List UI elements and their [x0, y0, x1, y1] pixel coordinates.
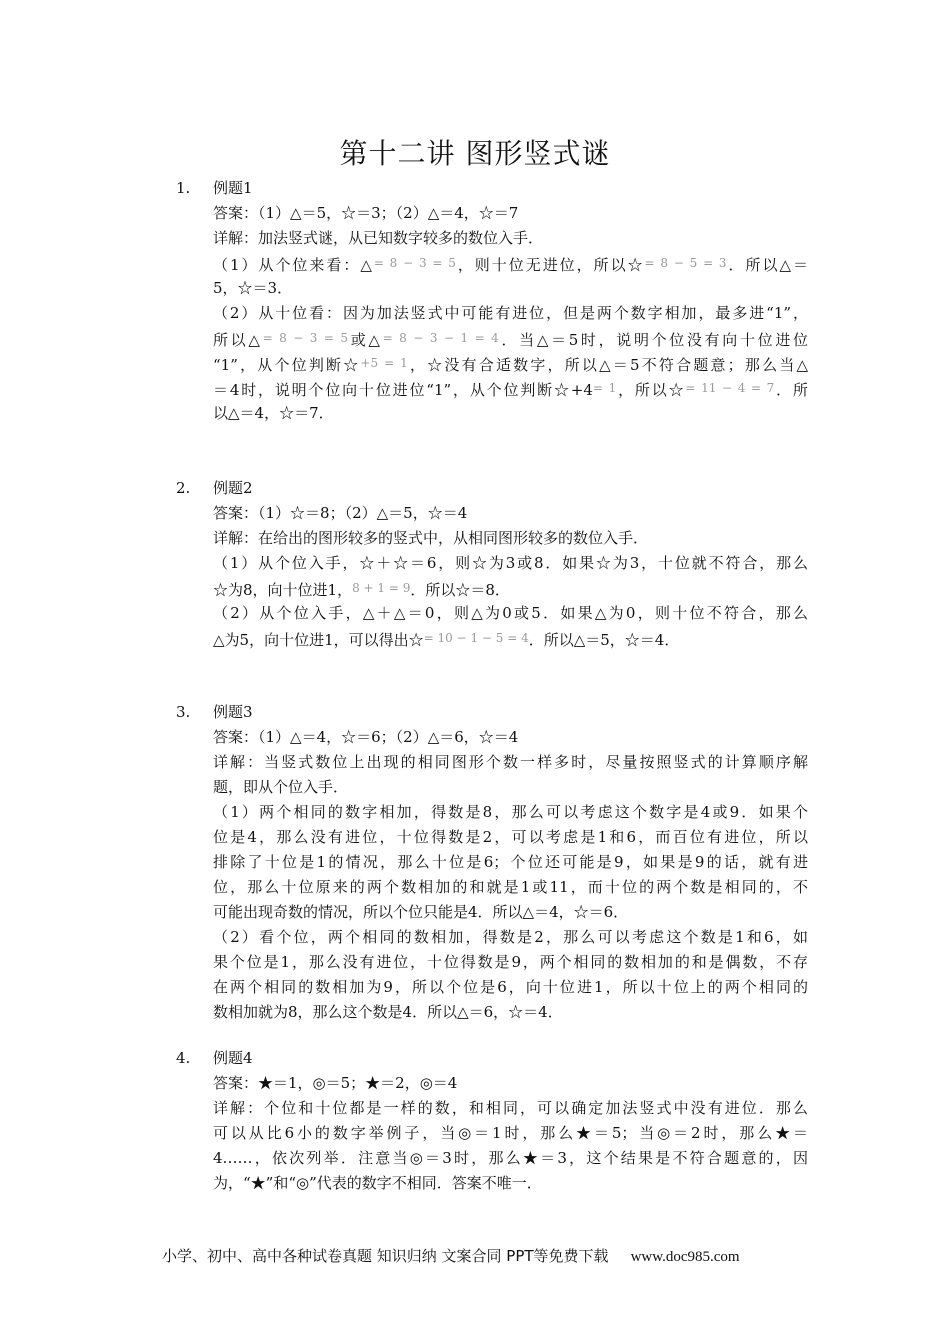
- formula: = 1: [592, 381, 617, 395]
- item-number: 4.: [176, 1049, 191, 1067]
- text-segment: ．所以△＝5，☆＝4．: [528, 631, 680, 649]
- formula: = 8 − 3 = 5: [373, 256, 456, 270]
- page-title: 第十二讲 图形竖式谜: [339, 137, 611, 170]
- explanation-line: （2）从十位看：因为加法竖式中可能有进位，但是两个数字相加，最多进“1”，: [213, 304, 808, 322]
- item-heading: 例题2: [213, 479, 253, 497]
- text-segment: （1）从个位来看：△: [213, 256, 374, 274]
- footer-site[interactable]: www.doc985.com: [630, 1249, 740, 1265]
- explanation-line: （2）从个位入手，△＋△＝0，则△为0或5．如果△为0，则十位不符合，那么: [213, 604, 808, 622]
- item-number: 1.: [176, 179, 191, 197]
- formula: = 10 − 1 − 5 = 4: [423, 631, 529, 645]
- item-heading: 例题1: [213, 179, 253, 197]
- explanation-line: 可能出现奇数的情况，所以个位只能是4．所以△＝4，☆＝6．: [213, 903, 629, 921]
- item-heading: 例题4: [213, 1049, 253, 1067]
- text-segment: ．所以△＝: [726, 256, 808, 274]
- text-segment: △为5，向十位进1，可以得出☆: [213, 631, 424, 649]
- explanation-line: 以△＝4，☆＝7．: [213, 404, 334, 422]
- explanation-line: 位是4，那么没有进位，十位得数是2，可以考虑是1和6，而百位有进位，所以: [213, 828, 808, 846]
- explanation-line: [213, 251, 808, 276]
- explanation-line: 果个位是1，那么没有进位，十位得数是9，两个相同的数相加的和是偶数，不存: [213, 953, 808, 971]
- explanation-line: 4……，依次列举．注意当◎＝3时，那么★＝3，这个结果是不符合题意的，因: [213, 1149, 808, 1167]
- text-segment: ，所以☆: [616, 381, 686, 399]
- explanation-line: （1）从个位入手，☆＋☆＝6，则☆为3或8．如果☆为3，十位就不符合，那么: [213, 554, 808, 572]
- example-1: [176, 176, 808, 426]
- formula: = 11 − 4 = 7: [685, 381, 775, 395]
- text-segment: 所以△: [213, 331, 263, 349]
- text-segment: “1”，从个位判断☆: [213, 356, 361, 374]
- explanation-line: [213, 576, 808, 601]
- answer-line: 答案：（1）☆＝8；（2）△＝5，☆＝4: [213, 504, 468, 522]
- explanation-line: 详解：在给出的图形较多的竖式中，从相同图形较多的数位入手．: [213, 529, 649, 547]
- formula: = 8 − 3 = 5: [262, 331, 349, 345]
- text-segment: ．所以☆＝8．: [410, 581, 510, 599]
- text-segment: ．当△＝5时，说明个位没有向十位进位: [498, 331, 808, 349]
- footer: [162, 1245, 740, 1266]
- explanation-line: 数相加就为8，那么这个数是4．所以△＝6，☆＝4．: [213, 1003, 563, 1021]
- example-3: [176, 700, 808, 1025]
- explanation-line: 详解：个位和十位都是一样的数，和相同，可以确定加法竖式中没有进位．那么: [213, 1099, 808, 1117]
- text-segment: ，☆没有合适数字，所以△＝5不符合题意；那么当△: [407, 356, 808, 374]
- text-segment: ＝4时，说明个位向十位进位“1”，从个位判断☆+4: [213, 381, 593, 399]
- text-segment: ，则十位无进位，所以☆: [455, 256, 645, 274]
- explanation-line: [213, 326, 808, 351]
- explanation-line: 位，那么十位原来的两个数相加的和就是1或11，而十位的两个数是相同的，不: [213, 878, 808, 896]
- explanation-line: 在两个相同的数相加为9，所以个位是6，向十位进1，所以十位上的两个相同的: [213, 978, 808, 996]
- formula: = 8 − 3 − 1 = 4: [382, 331, 499, 345]
- explanation-line: [213, 351, 808, 376]
- example-2: [176, 476, 808, 651]
- formula: = 8 − 5 = 3: [644, 256, 727, 270]
- explanation-line: [213, 626, 808, 651]
- answer-line: 答案：（1）△＝4，☆＝6；（2）△＝6，☆＝4: [213, 728, 519, 746]
- explanation-line: 详解：当竖式数位上出现的相同图形个数一样多时，尽量按照竖式的计算顺序解: [213, 753, 808, 771]
- formula: +5 = 1: [360, 356, 408, 370]
- item-number: 2.: [176, 479, 191, 497]
- answer-line: 答案：（1）△＝5，☆＝3；（2）△＝4，☆＝7: [213, 204, 519, 222]
- explanation-line: [213, 376, 808, 401]
- explanation-line: 题，即从个位入手．: [213, 778, 349, 796]
- explanation-line: 5，☆＝3．: [213, 279, 293, 297]
- item-number: 3.: [176, 703, 191, 721]
- footer-text: 小学、初中、高中各种试卷真题 知识归纳 文案合同 PPT等免费下载: [162, 1247, 609, 1265]
- text-segment: 或△: [348, 331, 383, 349]
- example-4: [176, 1046, 808, 1196]
- item-heading: 例题3: [213, 703, 253, 721]
- explanation-line: （2）看个位，两个相同的数相加，得数是2，那么可以考虑这个数是1和6，如: [213, 928, 808, 946]
- explanation-line: 为，“★”和“◎”代表的数字不相同．答案不唯一．: [213, 1174, 542, 1192]
- explanation-line: 可以从比6小的数字举例子，当◎＝1时，那么★＝5；当◎＝2时，那么★＝: [213, 1124, 808, 1142]
- formula: 8 + 1 = 9: [352, 581, 411, 595]
- text-segment: ．所: [774, 381, 808, 399]
- explanation-line: （1）两个相同的数字相加，得数是8，那么可以考虑这个数字是4或9．如果个: [213, 803, 808, 821]
- explanation-line: 详解：加法竖式谜，从已知数字较多的数位入手．: [213, 229, 544, 247]
- answer-line: 答案：★＝1，◎＝5；★＝2，◎＝4: [213, 1074, 458, 1092]
- text-segment: ☆为8，向十位进1，: [213, 581, 353, 599]
- explanation-line: 排除了十位是1的情况，那么十位是6；个位还可能是9，如果是9的话，就有进: [213, 853, 808, 871]
